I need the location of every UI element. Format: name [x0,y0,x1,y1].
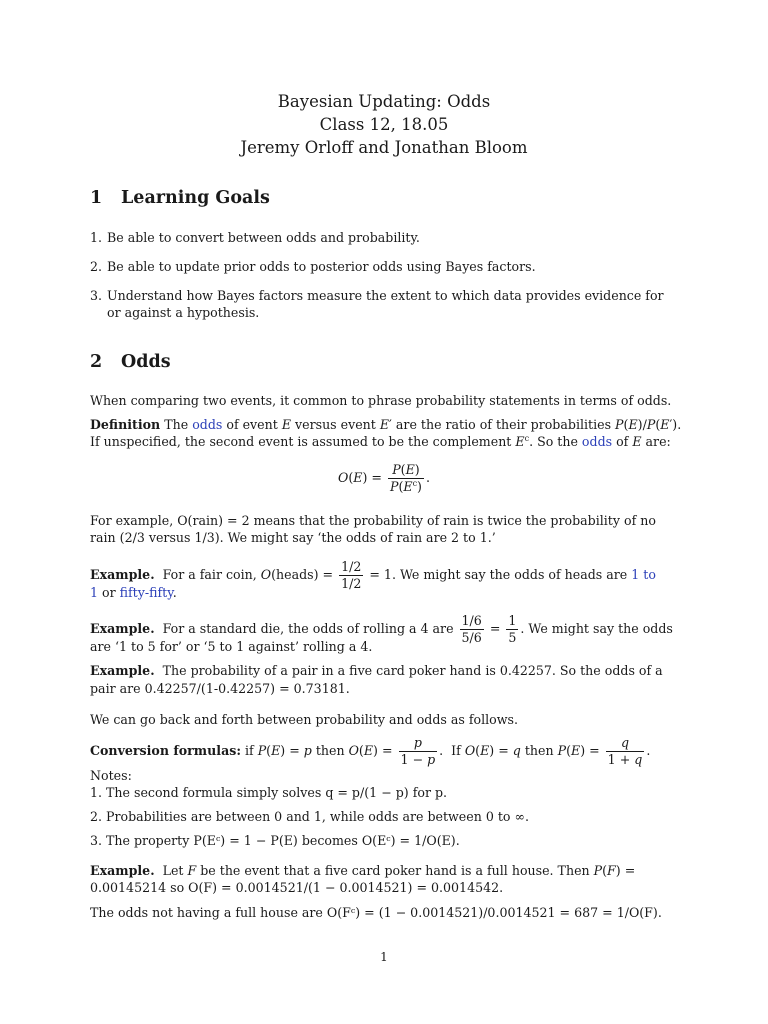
one-to-one-link[interactable]: 1 to [631,567,656,582]
title-line-1: Bayesian Updating: Odds [277,92,491,111]
section-1-number: 1 [90,188,103,208]
definition-line-1: Definition The odds of event E versus event E′ are the ratio of their probabilities P(E)/P(E′). [90,417,682,432]
rain-example-line-2: rain (2/3 versus 1/3). We might say ‘the odds of rain are 2 to 1.’ [90,530,496,545]
title-line-2: Class 12, 18.05 [319,115,449,134]
section-1-title: Learning Goals [121,188,270,208]
fullhouse-example-line-1: Example. Let F be the event that a five card poker hand is a full house. Then P(F) = [90,863,636,878]
conversion-formulas: Conversion formulas: if P(E) = p then O(E) = $\frac{p}{1 - p}$ . If O(E) = q then P(E) = $\frac{q}{1 + q}$ . [90,735,651,767]
section-2-title: Odds [121,352,171,372]
title-line-3: Jeremy Orloff and Jonathan Bloom [240,138,528,157]
odds-definition-equation: O(E) = $\frac{P(E)}{P(E^c)}$ . [338,462,430,494]
one-to-one-link-cont[interactable]: 1 [90,585,99,600]
section-1-heading [90,188,270,208]
poker-example-line-2: pair are 0.42257/(1-0.42257) = 0.73181. [90,681,350,696]
die-example-line-1: Example. For a standard die, the odds of rolling a 4 are $\frac{1/6}{5/6}$ = $\frac{1}{5}$ . We might say the odds [90,613,673,645]
odds-intro: When comparing two events, it common to phrase probability statements in terms of odds. [90,393,672,408]
odds-link-2[interactable]: odds [581,434,613,449]
die-example-line-2: are ‘1 to 5 for’ or ‘5 to 1 against’ rolling a 4. [90,639,373,654]
poker-example-line-1: Example. The probability of a pair in a five card poker hand is 0.42257. So the odds of a [90,663,663,678]
document-page: Bayesian Updating: Odds Class 12, 18.05 Jeremy Orloff and Jonathan Bloom 1 Learning Goals 1. Be able to convert between odds and probability. 2. Be able to update prior odds to posterior odds using Bayes factors. 3. Understand how Bayes factors measure the extent to which data provides evidence for or against a hypothesis. 2 Odds When comparing two events, it common to phrase probability statements in terms of odds. Definition The odds of event E versus event E′ are the ratio of their probabilities P(E)/P(E′). If unspecified, the second event is assumed to be the complement $E^c$. So the odds of E are: O(E) = $\frac{P(E)}{P(E^c)}$ . For example, O(rain) = 2 means that the probability of rain is twice the probability of no rain (2/3 versus 1/3). We might say ‘the odds of rain are 2 to 1.’ Example. For a fair coin, O(heads) = $\frac{1/2}{1/2}$ = 1. We might say the odds of heads are 1 to 1 or fifty-fifty. Example. For a standard die, the odds of rolling a 4 are $\frac{1/6}{5/6}$ = $\frac{1}{5}$ . We might say the odds are ‘1 to 5 for’ or ‘5 to 1 against’ rolling a 4. Example. The probability of a pair in a five card poker hand is 0.42257. So the odds of a pair are 0.42257/(1-0.42257) = 0.73181. We can go back and forth between probability and odds as follows. Conversion formulas: if P(E) = p then O(E) = $\frac{p}{1 - p}$ . If O(E) = q then P(E) = $\frac{q}{1 + q}$ . Notes: 1. The second formula simply solves q = p/(1 − p) for p. 2. Probabilities are between 0 and 1, while odds are between 0 to ∞. 3. The property P(Eᶜ) = 1 − P(E) becomes O(Eᶜ) = 1/O(E). Example. Let F be the event that a five card poker hand is a full house. Then P(F) = 0.00145214 so O(F) = 0.0014521/(1 − 0.0014521) = 0.0014542. The odds not having a full house are O(Fᶜ) = (1 − 0.0014521)/0.0014521 = 687 = 1/O(F). 1 [0,0,768,1024]
fullhouse-example-line-2: 0.00145214 so O(F) = 0.0014521/(1 − 0.0014521) = 0.0014542. [90,880,504,895]
odds-link[interactable]: odds [192,417,223,432]
note-1: 1. The second formula simply solves q = p/(1 − p) for p. [90,785,448,800]
definition-line-2: If unspecified, the second event is assumed to be the complement $E^c$. So the odds of E are: [90,433,671,449]
notes-label: Notes: [90,768,132,783]
section-2-number: 2 [90,352,103,372]
rain-example-line-1: For example, O(rain) = 2 means that the probability of rain is twice the probability of no [90,513,656,528]
coin-example-line-2: 1 or fifty-fifty. [90,585,177,600]
conversion-label: Conversion formulas: [90,743,241,758]
page-number: 1 [380,950,388,964]
section-2-heading [90,352,171,372]
fifty-fifty-link[interactable]: fifty-fifty [119,585,173,600]
document-title [0,90,768,159]
note-3: 3. The property P(Eᶜ) = 1 − P(E) becomes O(Eᶜ) = 1/O(E). [90,833,460,848]
fullhouse-example-line-3: The odds not having a full house are O(Fᶜ) = (1 − 0.0014521)/0.0014521 = 687 = 1/O(F). [90,905,662,920]
back-and-forth-text: We can go back and forth between probability and odds as follows. [90,712,518,727]
note-2: 2. Probabilities are between 0 and 1, while odds are between 0 to ∞. [90,809,529,824]
coin-example-line-1: Example. For a fair coin, O(heads) = $\frac{1/2}{1/2}$ = 1. We might say the odds of heads are 1 to [90,559,656,591]
definition-label: Definition [90,417,161,432]
